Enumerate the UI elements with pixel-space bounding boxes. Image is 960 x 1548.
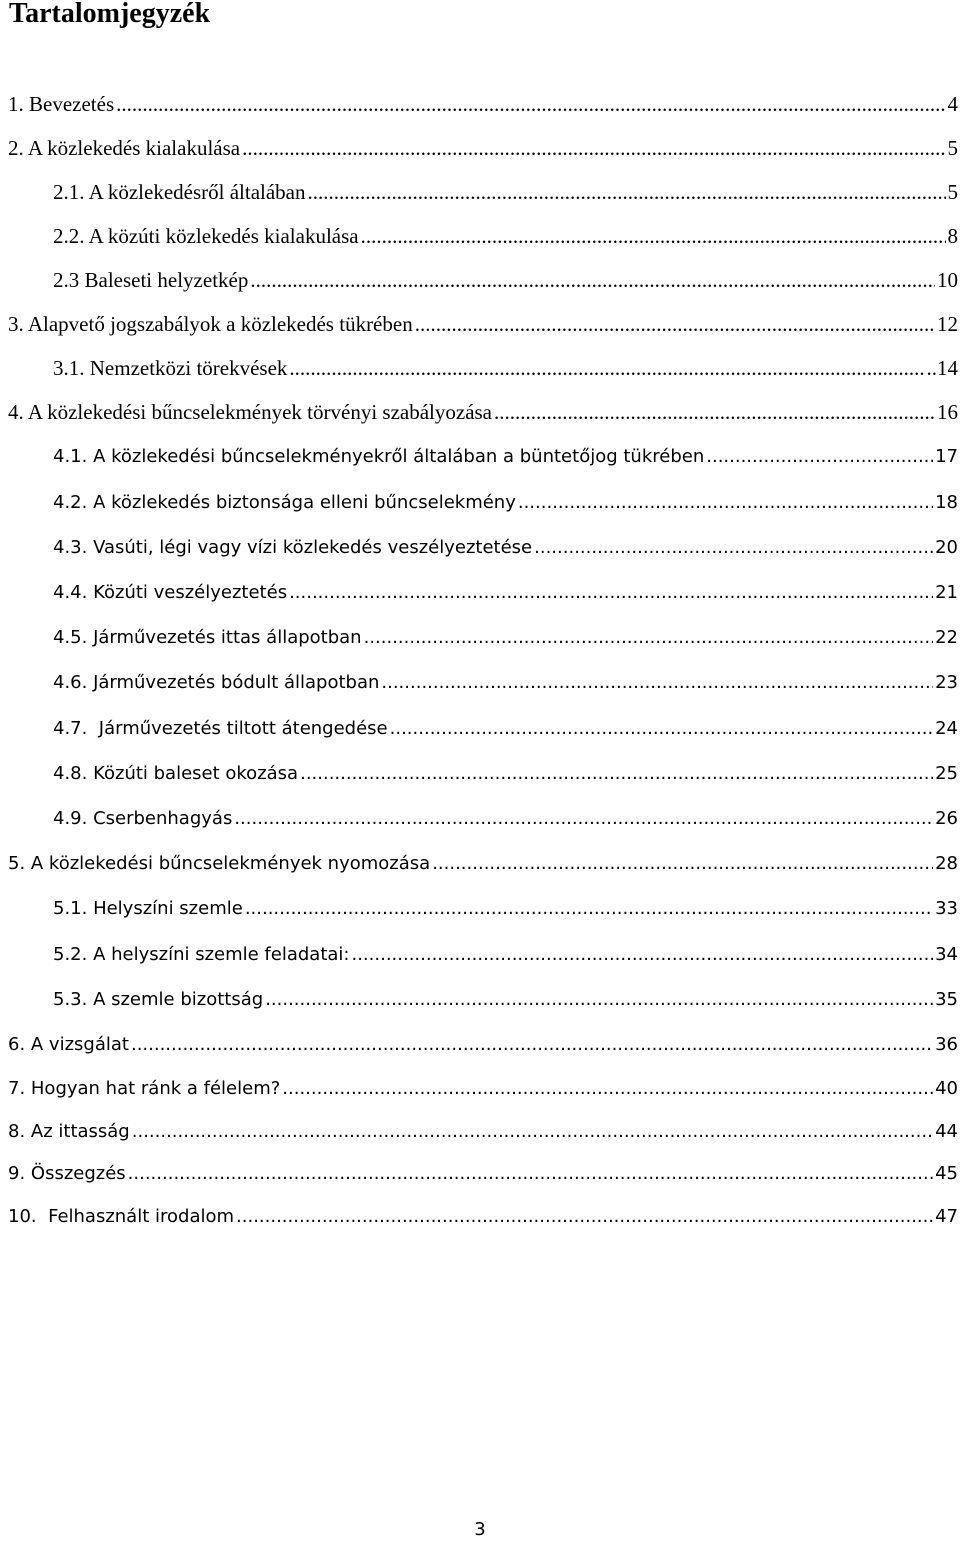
dot-leader [300,763,933,784]
toc-entry-page: 20 [935,536,958,558]
toc-entry[interactable] [53,977,960,1021]
toc-title: Tartalomjegyzék [9,0,211,29]
toc-entry-page: 23 [935,671,958,693]
dot-leader [128,1163,933,1184]
toc-entry[interactable] [8,390,960,434]
toc-entry[interactable] [53,886,960,930]
toc-entry-page: 10 [937,267,958,292]
dot-leader [236,1206,933,1227]
toc-entry[interactable] [53,570,960,614]
dot-leader [289,582,933,603]
toc-entry-page: 16 [937,399,958,424]
toc-entry-label: 6. A vizsgálat [8,1033,129,1055]
dot-leader [265,989,933,1010]
dot-leader [245,898,933,919]
toc-entry[interactable] [53,796,960,840]
toc-entry-page: 40 [935,1077,958,1099]
dot-leader [390,718,933,739]
toc-entry-label: 4.6. Járművezetés bódult állapotban [53,671,380,693]
toc-entry-page: 36 [935,1033,958,1055]
page-number: 3 [474,1519,486,1540]
toc-entry-page: 4 [947,91,958,116]
toc-entry-label: 4.4. Közúti veszélyeztetés [53,581,288,603]
toc-entry[interactable] [53,258,960,302]
toc-entry[interactable] [8,1109,960,1153]
toc-entry[interactable] [8,1066,960,1110]
toc-entry[interactable] [53,615,960,659]
toc-entry-label: 3.1. Nemzetközi törekvések [53,355,288,380]
dot-leader [706,446,933,467]
toc-entry-label: 4.3. Vasúti, légi vagy vízi közlekedés veszélyeztetése [53,536,533,558]
toc-entry[interactable] [8,82,960,126]
toc-entry-page: 5 [947,179,958,204]
toc-entry[interactable] [8,302,960,346]
toc-entry[interactable] [53,480,960,524]
dot-leader [494,400,935,425]
toc-entry-page: 45 [935,1162,958,1184]
toc-entry-label: 4.7. Járművezetés tiltott átengedése [53,717,388,739]
toc-entry[interactable] [53,751,960,795]
toc-entry[interactable] [8,1022,960,1066]
toc-entry-label: 4.9. Cserbenhagyás [53,807,233,829]
toc-entry-page: 22 [935,626,958,648]
toc-entry-label: 2.2. A közúti közlekedés kialakulása [53,223,359,248]
toc-entry-label: 9. Összegzés [8,1162,126,1184]
toc-entry-label: 10. Felhasznált irodalom [8,1205,235,1227]
dot-leader [518,492,933,513]
dot-leader [132,1121,933,1142]
toc-entry-page: 35 [935,988,958,1010]
toc-entry-label: 5.1. Helyszíni szemle [53,897,243,919]
toc-entry-page: 12 [937,311,958,336]
toc-entry-label: 2.1. A közlekedésről általában [53,179,306,204]
dot-leader [534,537,933,558]
toc-entry-page: 24 [935,717,958,739]
toc-entry[interactable] [53,214,960,258]
dot-leader [282,1078,933,1099]
toc-entry-label: 5.3. A szemle bizottság [53,988,264,1010]
toc-entry-label: 2.3 Baleseti helyzetkép [53,267,249,292]
dot-leader [308,180,946,205]
dot-leader [116,92,945,117]
toc-entry-page: 8 [947,223,958,248]
dot-leader [234,808,933,829]
toc-entry-label: 4.5. Járművezetés ittas állapotban [53,626,362,648]
dot-leader [415,312,935,337]
toc-entry[interactable] [53,525,960,569]
toc-entry[interactable] [8,1151,960,1195]
toc-entry-label: 3. Alapvető jogszabályok a közlekedés tükrében [8,311,413,336]
toc-entry-label: 4. A közlekedési bűncselekmények törvényi szabályozása [8,399,493,424]
toc-entry-page: 34 [935,943,958,965]
toc-entry-page: 26 [935,807,958,829]
dot-leader [242,136,945,161]
dot-leader [381,672,933,693]
toc-entry-page: ..14 [926,355,958,380]
toc-entry-label: 4.8. Közúti baleset okozása [53,762,299,784]
toc-entry-page: 44 [935,1120,958,1142]
toc-entry-page: 17 [935,445,958,467]
toc-entry-page: 33 [935,897,958,919]
toc-entry-label: 7. Hogyan hat ránk a félelem? [8,1077,281,1099]
dot-leader [131,1034,933,1055]
dot-leader [364,627,934,648]
toc-entry[interactable] [8,126,960,170]
toc-entry-label: 2. A közlekedés kialakulása [8,135,241,160]
toc-entry-label: 4.2. A közlekedés biztonsága elleni bűncselekmény [53,491,516,513]
toc-entry-label: 5. A közlekedési bűncselekmények nyomozása [8,852,431,874]
toc-entry[interactable] [53,170,960,214]
toc-entry[interactable] [53,660,960,704]
toc-entry-page: 25 [935,762,958,784]
dot-leader [351,944,933,965]
dot-leader [361,224,946,249]
dot-leader [432,853,933,874]
toc-entry-page: 5 [947,135,958,160]
dot-leader [289,356,924,381]
toc-entry-label: 4.1. A közlekedési bűncselekményekről általában a büntetőjog tükrében [53,445,705,467]
toc-entry[interactable] [53,932,960,976]
toc-entry-label: 5.2. A helyszíni szemle feladatai: [53,943,350,965]
toc-entry-page: 28 [935,852,958,874]
dot-leader [250,268,935,293]
toc-entry[interactable] [53,346,960,390]
toc-entry-page: 21 [935,581,958,603]
toc-entry-label: 1. Bevezetés [8,91,115,116]
toc-entry-page: 47 [935,1205,958,1227]
toc-entry[interactable] [8,841,960,885]
toc-entry-page: 18 [935,491,958,513]
toc-entry[interactable] [53,706,960,750]
toc-entry-label: 8. Az ittasság [8,1120,130,1142]
toc-entry[interactable] [8,1194,960,1238]
toc-entry[interactable] [53,434,960,478]
